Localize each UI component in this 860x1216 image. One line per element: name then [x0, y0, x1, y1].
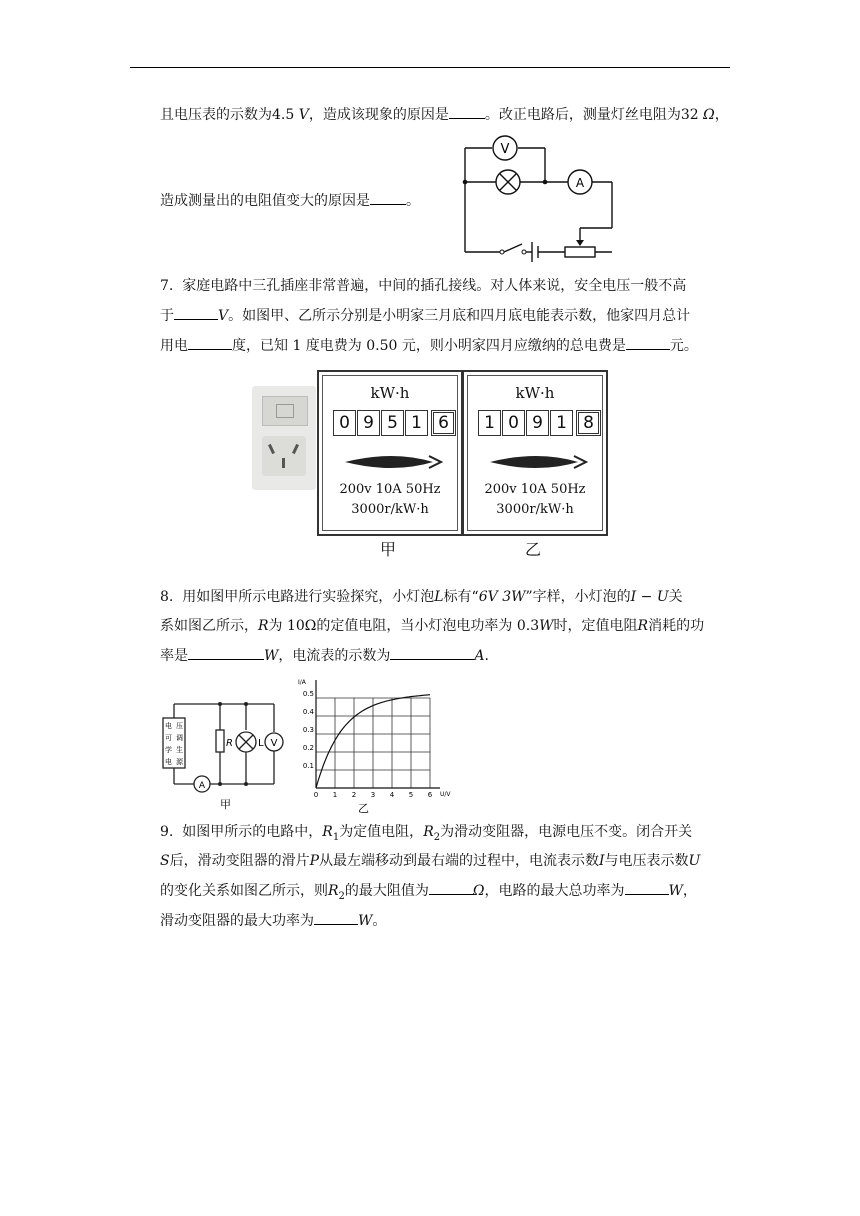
ammeter-label: A: [198, 781, 206, 791]
x-tick: 5: [408, 791, 414, 799]
voltmeter-label: V: [270, 738, 278, 749]
q9-line1: 9. 如图甲所示的电路中，$R_1$为定值电阻，$R_2$为滑动变阻器，电源电压不变。闭合开关: [160, 824, 693, 843]
y-tick: 0.4: [302, 708, 314, 716]
meter-spec: 200v 10A 50Hz: [484, 482, 586, 497]
q8-line1: 8. 用如图甲所示电路进行实验探究，小灯泡L标有“6V 3W”字样，小灯泡的I − U关: [160, 589, 683, 605]
q9-line3: 的变化关系如图乙所示，则$R_2$的最大阻值为 Ω，电路的最大总功率为 W，: [160, 880, 697, 907]
meter-spec: 200v 10A 50Hz: [339, 482, 441, 497]
meter-digit: 5: [381, 410, 404, 436]
answer-blank[interactable]: [188, 645, 264, 660]
svg-text:生: 生: [176, 746, 183, 754]
svg-text:压: 压: [176, 722, 183, 730]
answer-blank[interactable]: [449, 104, 485, 119]
arrow-icon: [488, 452, 588, 472]
svg-text:可: 可: [165, 734, 172, 742]
q8-circuit-diagram: [160, 692, 296, 812]
x-tick: 3: [370, 791, 376, 799]
q9-line4: 滑动变阻器的最大功率为 W。: [160, 910, 386, 931]
figure-caption-yi: 乙: [358, 802, 369, 814]
y-tick: 0.5: [302, 690, 314, 698]
x-axis-label: U/V: [440, 791, 451, 798]
electric-meter-yi: [462, 370, 608, 536]
meter-digit: 9: [357, 410, 380, 436]
voltmeter-label: V: [500, 142, 510, 157]
q8-iu-graph: [296, 676, 456, 814]
svg-text:调: 调: [176, 734, 183, 742]
svg-text:源: 源: [176, 758, 183, 766]
answer-blank[interactable]: [188, 335, 232, 350]
svg-text:学: 学: [165, 746, 172, 754]
answer-blank[interactable]: [625, 880, 669, 895]
answer-blank[interactable]: [390, 645, 474, 660]
meter-unit-label: kW·h: [515, 384, 555, 402]
x-tick: 0: [313, 791, 319, 799]
meter-unit-label: kW·h: [370, 384, 410, 402]
q6-circuit-diagram: [440, 132, 620, 262]
three-hole-socket-image: [252, 386, 316, 490]
meter-yi-caption: 乙: [525, 540, 542, 559]
meter-digit-decimal: 8: [576, 410, 601, 436]
meter-jia-caption: 甲: [380, 540, 397, 559]
figure-caption-jia: 甲: [220, 798, 231, 811]
meter-digit: 1: [550, 410, 573, 436]
meter-digit: 1: [405, 410, 428, 436]
answer-blank[interactable]: [314, 910, 358, 925]
resistor-label: R: [226, 738, 233, 749]
meter-digit: 1: [478, 410, 501, 436]
q8-line3: 率是 W，电流表的示数为 A.: [160, 645, 489, 666]
ammeter-label: A: [575, 176, 585, 190]
meter-digit-decimal: 6: [431, 410, 456, 436]
y-axis-label: I/A: [298, 679, 306, 686]
meter-revolutions: 3000r/kW·h: [351, 502, 429, 517]
answer-blank[interactable]: [174, 305, 218, 320]
q6-line1: 且电压表的示数为4.5 V，造成该现象的原因是 。改正电路后，测量灯丝电阻为32 Ω，: [160, 104, 729, 125]
arrow-icon: [343, 452, 443, 472]
meter-digits: [333, 410, 457, 436]
svg-text:电: 电: [165, 758, 172, 766]
header-rule: [130, 67, 730, 68]
answer-blank[interactable]: [370, 190, 406, 205]
x-tick: 1: [332, 791, 338, 799]
meter-digit: 9: [526, 410, 549, 436]
y-tick: 0.1: [302, 762, 314, 770]
answer-blank[interactable]: [626, 335, 670, 350]
svg-text:电: 电: [165, 722, 172, 730]
power-source-label: [165, 721, 184, 766]
y-tick: 0.3: [302, 726, 314, 734]
meter-digit: 0: [502, 410, 525, 436]
x-tick: 4: [389, 791, 395, 799]
x-tick: 6: [427, 791, 433, 799]
q9-line2: S后，滑动变阻器的滑片P从最左端移动到最右端的过程中，电流表示数I与电压表示数U: [160, 853, 701, 869]
meter-revolutions: 3000r/kW·h: [496, 502, 574, 517]
electric-meter-jia: [317, 370, 463, 536]
q6-line2: 造成测量出的电阻值变大的原因是 。: [160, 190, 420, 211]
meter-digits: [478, 410, 602, 436]
y-tick: 0.2: [302, 744, 314, 752]
q8-line2: 系如图乙所示，R为 10Ω的定值电阻，当小灯泡电功率为 0.3W时，定值电阻R消耗的功: [160, 618, 705, 634]
q7-line2: 于 V。如图甲、乙所示分别是小明家三月底和四月底电能表示数，他家四月总计: [160, 305, 690, 326]
q7-line1: 7. 家庭电路中三孔插座非常普遍，中间的插孔接线。对人体来说，安全电压一般不高: [160, 278, 687, 294]
q7-line3: 用电 度，已知 1 度电费为 0.50 元，则小明家四月应缴纳的总电费是 元。: [160, 335, 698, 356]
answer-blank[interactable]: [429, 880, 473, 895]
x-tick: 2: [351, 791, 357, 799]
lamp-label: L: [258, 738, 264, 749]
meter-digit: 0: [333, 410, 356, 436]
